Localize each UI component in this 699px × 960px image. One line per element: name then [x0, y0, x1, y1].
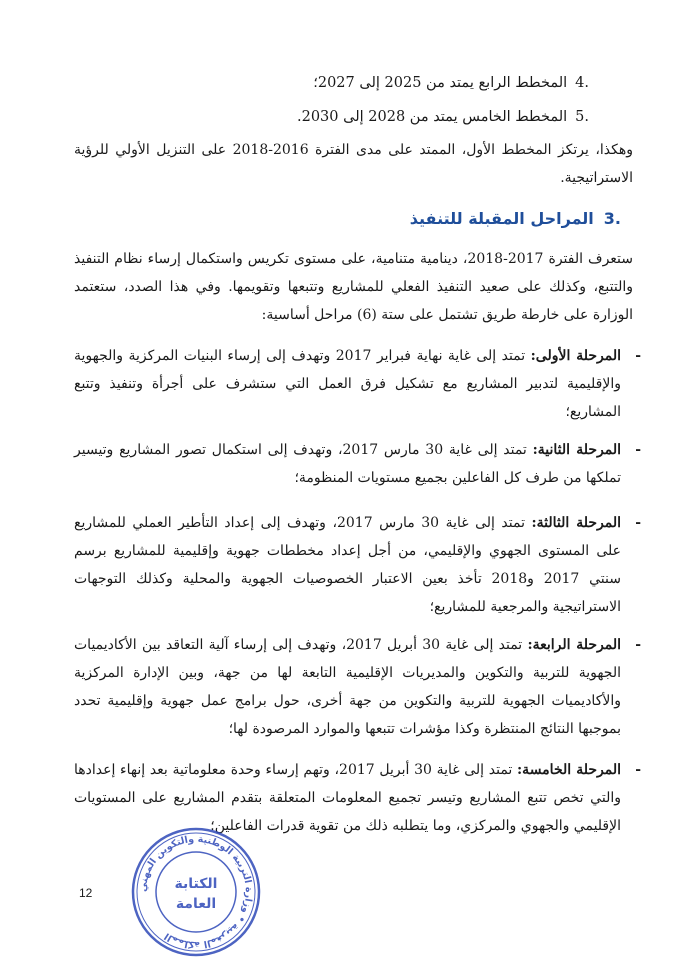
- list-number: .4: [575, 75, 589, 91]
- phase-item-4: [74, 631, 641, 743]
- list-text: المخطط الخامس يمتد من 2028 إلى 2030.: [296, 109, 568, 125]
- phase-label: المرحلة الأولى:: [530, 348, 621, 364]
- list-text: المخطط الرابع يمتد من 2025 إلى 2027؛: [313, 75, 568, 91]
- phase-label: المرحلة الخامسة:: [517, 762, 622, 778]
- section-number: .3: [603, 209, 621, 228]
- section-paragraph: ستعرف الفترة 2017-2018، دينامية متنامية، على مستوى تكريس واستكمال إرساء نظام التنفيذ والتتبع، وكذلك على صعيد التنفيذ الفعلي للمشاريع وتتبعها وتقويمها. وفي هذا الصدد، ستعتمد الوزارة على خارطة طريق تشتمل على ستة (6) مراحل أساسية:: [74, 251, 633, 323]
- phase-text: تمتد إلى غاية 30 مارس 2017، وتهدف إلى استكمال تصور المشاريع وتيسير تملكها من طرف كل الفاعلين بجميع مستويات المنظومة؛: [74, 442, 621, 486]
- list-item-4: [70, 73, 589, 93]
- intro-paragraph: وهكذا، يرتكز المخطط الأول، الممتد على مدى الفترة 2016-2018 على التنزيل الأولي للرؤية الاستراتيجية.: [74, 142, 633, 186]
- official-stamp: [130, 826, 262, 958]
- phase-label: المرحلة الثانية:: [532, 442, 621, 458]
- phase-text: تمتد إلى غاية 30 أبريل 2017، وتهم إرساء وحدة معلوماتية بعد إنهاء إعدادها والتي تخص تتبع المشاريع وتيسر تجميع المعلومات المتعلقة بتقدم المشاريع على المستويات الإقليمي والجهوي والمركزي، وما يتطلبه ذلك من تقوية قدرات الفاعلين؛: [74, 762, 621, 834]
- phase-text: تمتد إلى غاية نهاية فبراير 2017 وتهدف إلى إرساء البنيات المركزية والجهوية والإقليمية لتدبير المشاريع مع تشكيل فرق العمل التي ستشرف على أجرأة وتنفيذ وتتبع المشاريع؛: [74, 348, 621, 420]
- page-number: 12: [79, 886, 93, 900]
- phase-label: المرحلة الرابعة:: [527, 637, 621, 653]
- list-item-5: [70, 107, 589, 127]
- phase-item-1: [74, 342, 641, 426]
- phase-item-3: [74, 509, 641, 621]
- stamp-center-line1: الكتابة: [174, 876, 218, 892]
- bullet-dash: -: [635, 762, 641, 778]
- stamp-ring-text: المملكة المغربية • وزارة التربية الوطنية والتكوين المهني: [137, 833, 255, 951]
- bullet-dash: -: [635, 348, 641, 364]
- list-number: .5: [575, 109, 589, 125]
- phase-text: تمتد إلى غاية 30 أبريل 2017، وتهدف إلى إرساء آلية التعاقد بين الأكاديميات الجهوية للتربية والتكوين والمديريات الإقليمية التابعة لها من جهة، وبين الإدارة المركزية والأكاديميات الجهوية للتربية والتكوين من جهة أخرى، حول برامج عمل جهوية وإقليمية تحدد بموجبها النتائج المنتظرة وكذا مؤشرات تتبعها والموارد المرصودة لها؛: [74, 637, 621, 737]
- bullet-dash: -: [635, 637, 641, 653]
- bullet-dash: -: [635, 442, 641, 458]
- bullet-dash: -: [635, 515, 641, 531]
- phase-label: المرحلة الثالثة:: [531, 515, 622, 531]
- section-title: المراحل المقبلة للتنفيذ: [409, 209, 594, 228]
- phase-text: تمتد إلى غاية 30 مارس 2017، وتهدف إلى إعداد التأطير العملي للمشاريع على المستوى الجهوي والإقليمي، من أجل إعداد مخططات جهوية وإقليمية للمشاريع برسم سنتي 2017 و2018 تأخذ بعين الاعتبار الخصوصيات الجهوية والمحلية وكذلك التوجهات الاستراتيجية والمرجعية للمشاريع؛: [74, 515, 621, 615]
- phase-item-2: [74, 436, 641, 492]
- stamp-center-line2: العامة: [175, 896, 217, 912]
- section-heading: [410, 207, 621, 231]
